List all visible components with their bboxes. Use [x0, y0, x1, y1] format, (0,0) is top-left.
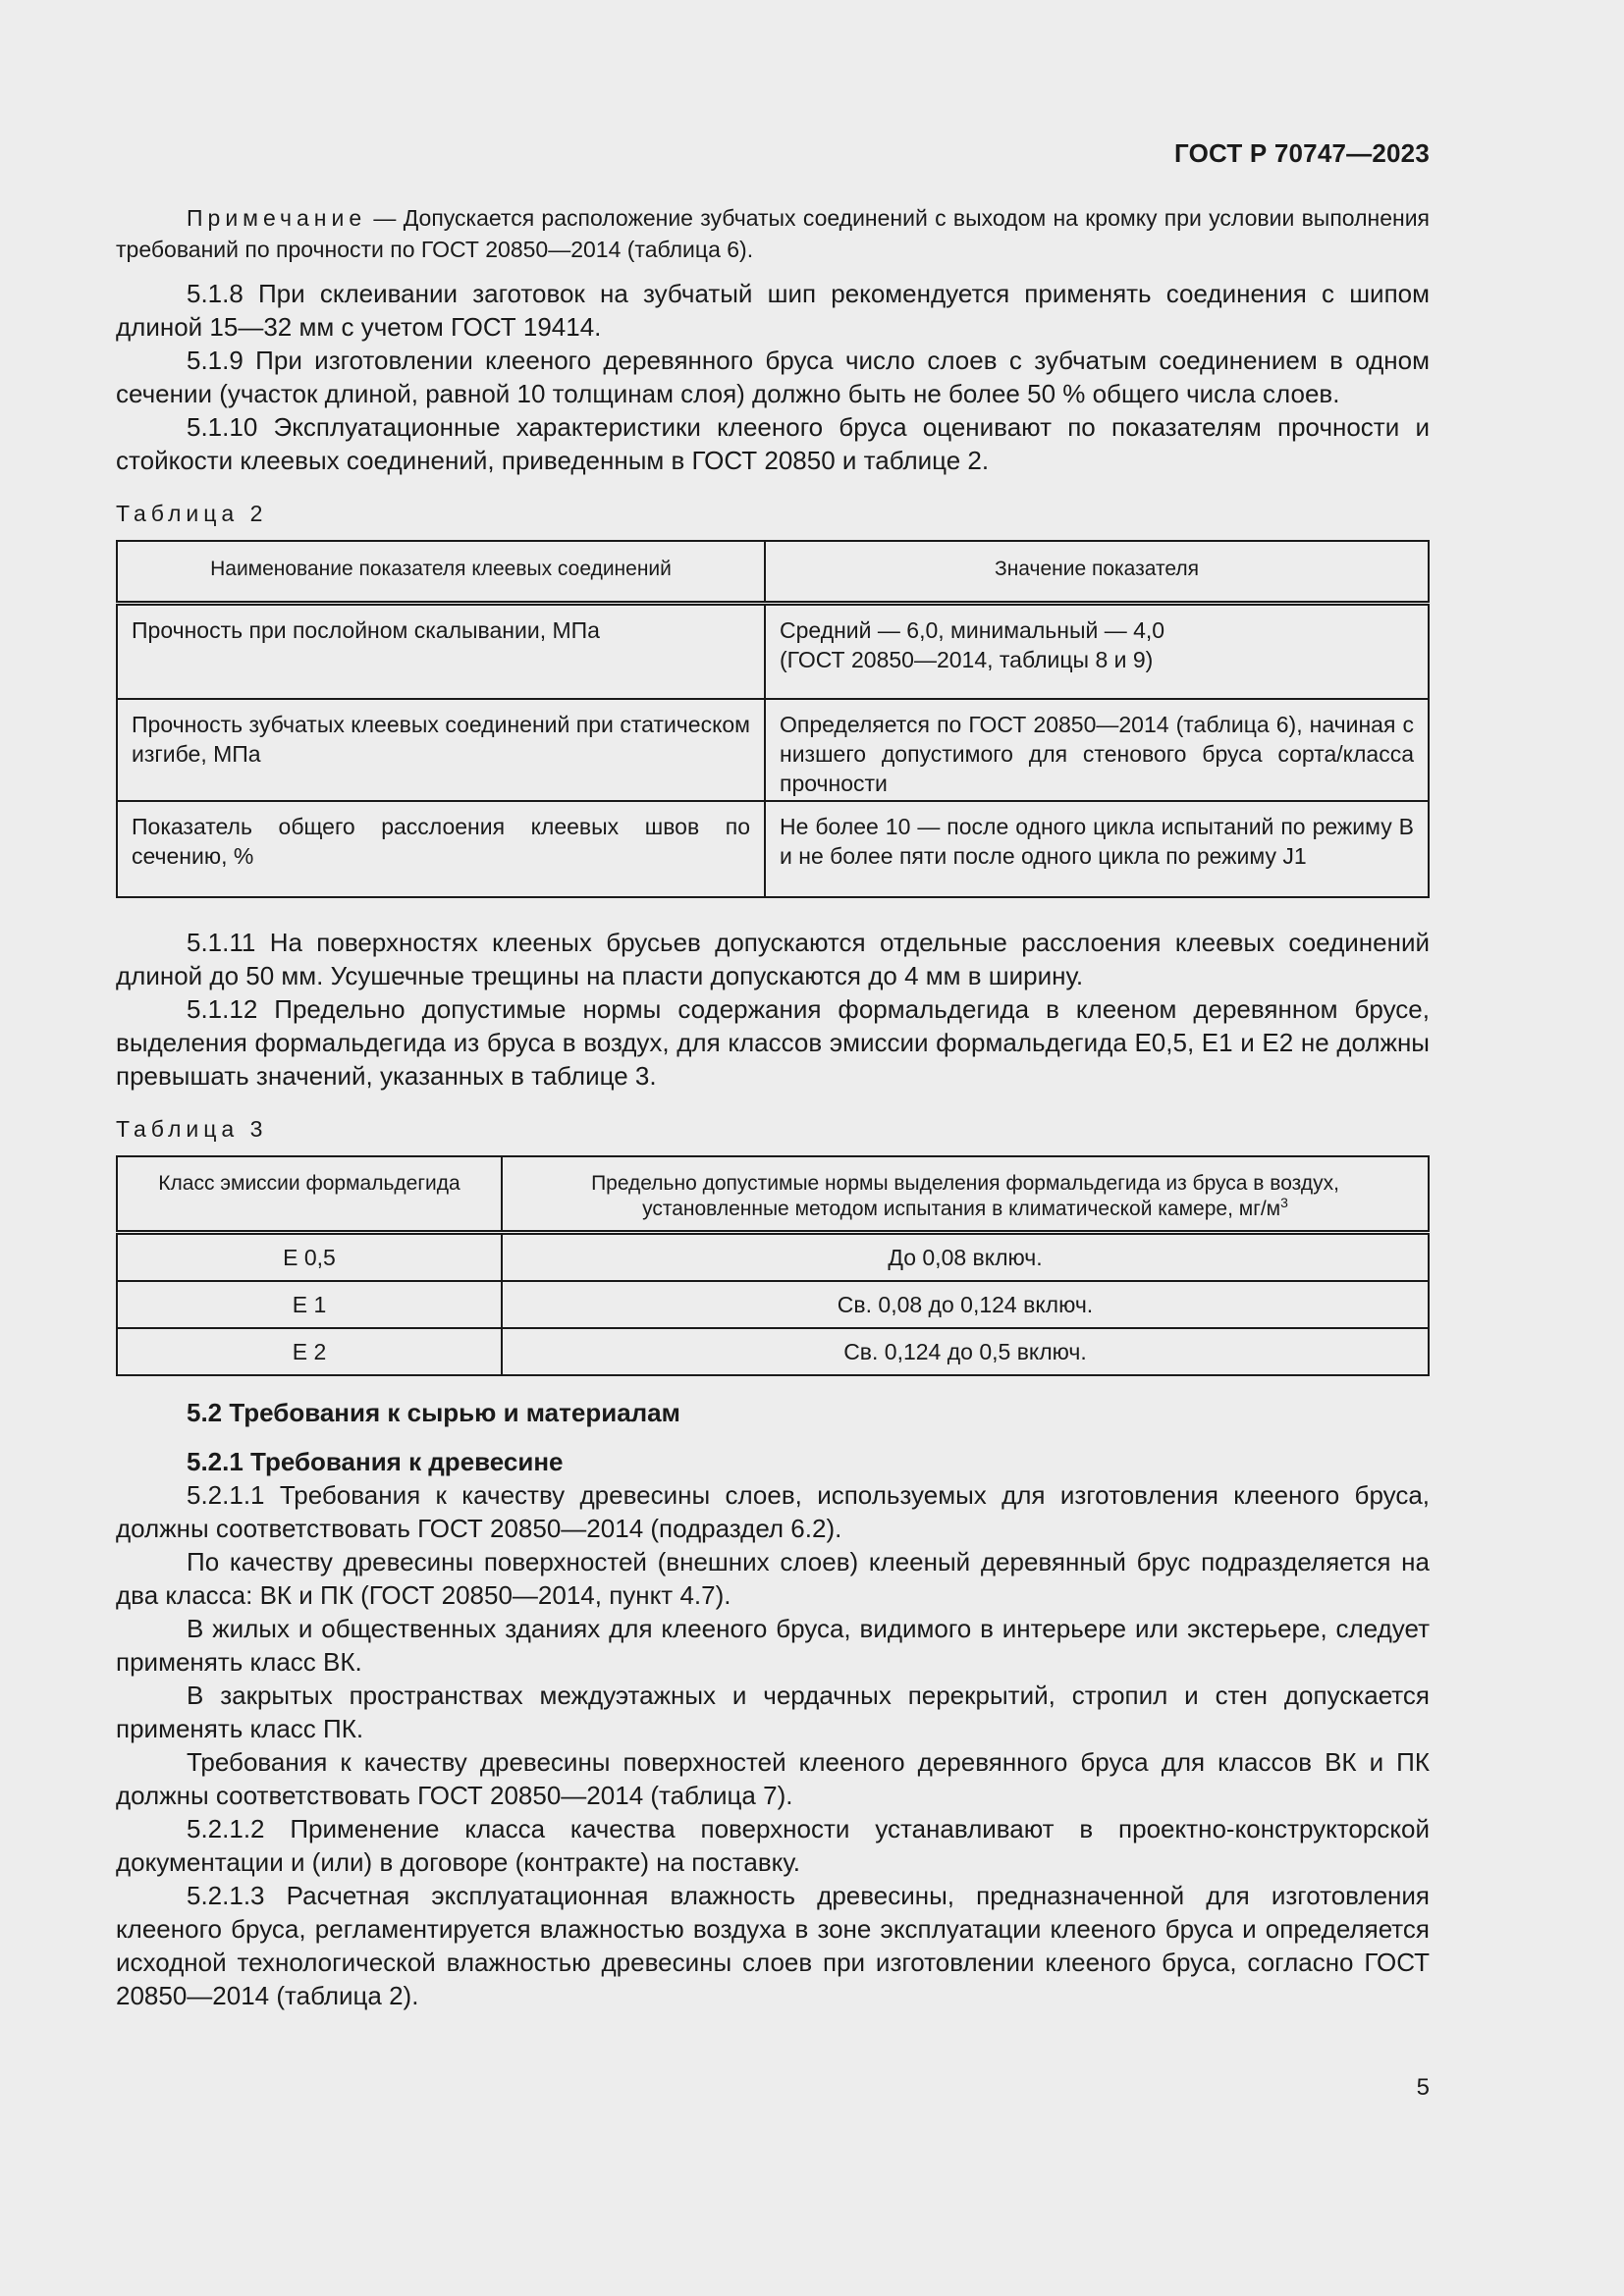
- table-cell: Е 2: [117, 1328, 502, 1375]
- note-text: — Допускается расположение зубчатых соединений с выходом на кромку при условии выполнения требований по прочности по ГОСТ 20850—2014 (таблица 6).: [116, 205, 1430, 262]
- table-cell: Прочность зубчатых клеевых соединений при статическом изгибе, МПа: [117, 699, 765, 801]
- table-cell: Е 1: [117, 1281, 502, 1328]
- table-header-row: [117, 1156, 1429, 1233]
- table-cell: Е 0,5: [117, 1233, 502, 1282]
- page-content: [116, 137, 1430, 2012]
- table-header-cell: Наименование показателя клеевых соединений: [117, 541, 765, 604]
- superscript: 3: [1280, 1195, 1288, 1210]
- table-cell: Показатель общего расслоения клеевых швов по сечению, %: [117, 801, 765, 897]
- clause-5-1-10: 5.1.10 Эксплуатационные характеристики клееного бруса оценивают по показателям прочности и стойкости клеевых соединений, приведенным в ГОСТ 20850 и таблице 2.: [116, 412, 1430, 475]
- paragraph: Требования к качеству древесины поверхностей клееного деревянного бруса для классов ВК и ПК должны соответствовать ГОСТ 20850—2014 (таблица 7).: [116, 1747, 1430, 1810]
- header-line-2: установленные методом испытания в климатической камере, мг/м: [642, 1198, 1281, 1220]
- note: [116, 202, 1430, 265]
- table-cell: Средний — 6,0, минимальный — 4,0 (ГОСТ 20850—2014, таблицы 8 и 9): [765, 604, 1429, 700]
- clause-5-1-8: 5.1.8 При склеивании заготовок на зубчатый шип рекомендуется применять соединения с шипом длиной 15—32 мм с учетом ГОСТ 19414.: [116, 279, 1430, 342]
- table-2: [116, 540, 1430, 898]
- table-cell: Определяется по ГОСТ 20850—2014 (таблица 6), начиная с низшего допустимого для стенового бруса сорта/класса прочности: [765, 699, 1429, 801]
- section-5-2-1-title: 5.2.1 Требования к древесине: [187, 1447, 564, 1476]
- table-cell: Прочность при послойном скалывании, МПа: [117, 604, 765, 700]
- paragraph: 5.2.1.3 Расчетная эксплуатационная влажность древесины, предназначенной для изготовления клееного бруса, регламентируется влажностью воздуха в зоне эксплуатации клееного бруса и определяется исходной технологической влажностью древесины слоев при изготовлении клееного бруса, согласно ГОСТ 20850—2014 (таблица 2).: [116, 1881, 1430, 2010]
- table-cell: Св. 0,124 до 0,5 включ.: [502, 1328, 1429, 1375]
- table-3-caption: Таблица 3: [116, 1116, 268, 1142]
- table-2-caption: Таблица 2: [116, 501, 268, 526]
- section-5-2-title: 5.2 Требования к сырью и материалам: [187, 1398, 680, 1427]
- table-header-cell: Значение показателя: [765, 541, 1429, 604]
- table-cell: До 0,08 включ.: [502, 1233, 1429, 1282]
- note-label: Примечание: [187, 205, 367, 231]
- table-header-cell: [502, 1156, 1429, 1233]
- clause-5-1-9: 5.1.9 При изготовлении клееного деревянного бруса число слоев с зубчатым соединением в одном сечении (участок длиной, равной 10 толщинам слоя) должно быть не более 50 % общего числа слоев.: [116, 346, 1430, 408]
- table-cell: Не более 10 — после одного цикла испытаний по режиму В и не более пяти после одного цикла по режиму J1: [765, 801, 1429, 897]
- table-header-cell: Класс эмиссии формальдегида: [117, 1156, 502, 1233]
- table-row: [117, 699, 1429, 801]
- table-row: [117, 1233, 1429, 1282]
- table-row: [117, 1281, 1429, 1328]
- paragraph: 5.2.1.2 Применение класса качества поверхности устанавливают в проектно-конструкторской документации и (или) в договоре (контракте) на поставку.: [116, 1814, 1430, 1877]
- page-number: 5: [1416, 2074, 1430, 2101]
- clause-5-1-11: 5.1.11 На поверхностях клееных брусьев допускаются отдельные расслоения клеевых соединений длиной до 50 мм. Усушечные трещины на пласти допускаются до 4 мм в ширину.: [116, 928, 1430, 990]
- paragraph: 5.2.1.1 Требования к качеству древесины слоев, используемых для изготовления клееного бруса, должны соответствовать ГОСТ 20850—2014 (подраздел 6.2).: [116, 1480, 1430, 1543]
- table-row: [117, 1328, 1429, 1375]
- paragraph: В жилых и общественных зданиях для клееного бруса, видимого в интерьере или экстерьере, следует применять класс ВК.: [116, 1614, 1430, 1677]
- table-row: [117, 604, 1429, 700]
- paragraph: В закрытых пространствах междуэтажных и чердачных перекрытий, стропил и стен допускается применять класс ПК.: [116, 1681, 1430, 1743]
- table-header-row: [117, 541, 1429, 604]
- clause-5-1-12: 5.1.12 Предельно допустимые нормы содержания формальдегида в клееном деревянном брусе, выделения формальдегида из бруса в воздух, для классов эмиссии формальдегида Е0,5, Е1 и Е2 не должны превышать значений, указанных в таблице 3.: [116, 994, 1430, 1091]
- table-3: [116, 1155, 1430, 1376]
- header-line-1: Предельно допустимые нормы выделения формальдегида из бруса в воздух,: [591, 1172, 1339, 1195]
- table-row: [117, 801, 1429, 897]
- table-cell: Св. 0,08 до 0,124 включ.: [502, 1281, 1429, 1328]
- paragraph: По качеству древесины поверхностей (внешних слоев) клееный деревянный брус подразделяется на два класса: ВК и ПК (ГОСТ 20850—2014, пункт 4.7).: [116, 1547, 1430, 1610]
- document-code: ГОСТ Р 70747—2023: [1174, 138, 1430, 168]
